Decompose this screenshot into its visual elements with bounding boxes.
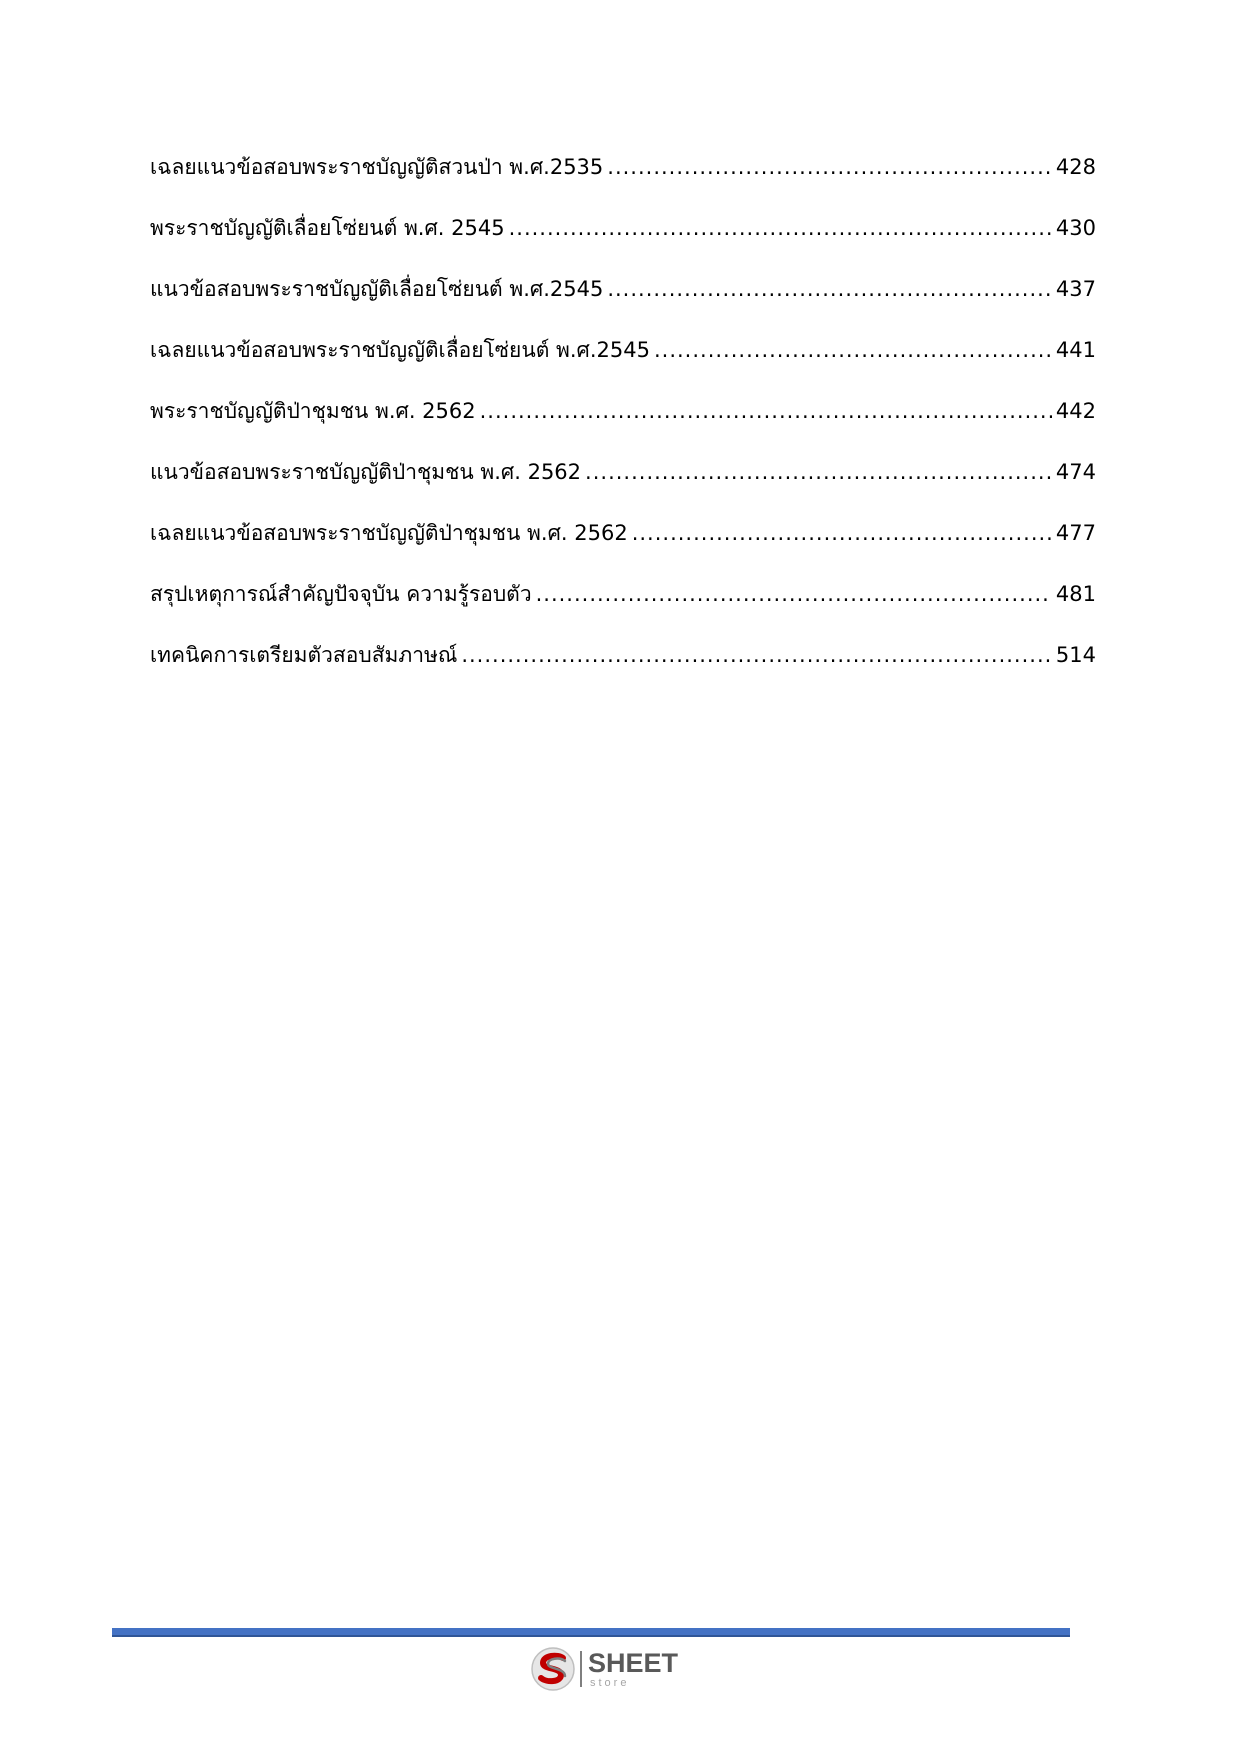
toc-entry-page: 441 <box>1055 338 1096 362</box>
toc-entry-page: 477 <box>1055 521 1096 545</box>
toc-entry-title: แนวข้อสอบพระราชบัญญัติป่าชุมชน พ.ศ. 2562 <box>150 460 582 484</box>
toc-entry-page: 437 <box>1055 277 1096 301</box>
toc-dot-leader <box>480 396 1052 426</box>
toc-entry[interactable] <box>150 274 1096 335</box>
toc-entry-page: 428 <box>1055 155 1096 179</box>
toc-entry-page: 474 <box>1055 460 1096 484</box>
logo-wordmark: SHEET <box>588 1647 679 1678</box>
toc-entry-title: แนวข้อสอบพระราชบัญญัติเลื่อยโซ่ยนต์ พ.ศ.2545 <box>150 277 604 301</box>
toc-entry-title: สรุปเหตุการณ์สำคัญปัจจุบัน ความรู้รอบตัว <box>150 582 532 606</box>
toc-dot-leader <box>509 213 1052 243</box>
toc-entry-page: 442 <box>1055 399 1096 423</box>
toc-entry-title: เฉลยแนวข้อสอบพระราชบัญญัติเลื่อยโซ่ยนต์ พ.ศ.2545 <box>150 338 650 362</box>
toc-entry[interactable] <box>150 152 1096 213</box>
toc-entry-page: 514 <box>1055 643 1096 667</box>
toc-dot-leader <box>607 274 1052 304</box>
toc-entry[interactable] <box>150 396 1096 457</box>
toc-entry[interactable] <box>150 213 1096 274</box>
toc-entry[interactable] <box>150 579 1096 640</box>
toc-entry[interactable] <box>150 518 1096 579</box>
toc-entry-page: 430 <box>1055 216 1096 240</box>
toc-entry[interactable] <box>150 335 1096 396</box>
logo-text <box>588 1647 679 1689</box>
toc-dot-leader <box>536 579 1052 609</box>
toc-dot-leader <box>585 457 1052 487</box>
toc-dot-leader <box>607 152 1052 182</box>
toc-entry-title: พระราชบัญญัติป่าชุมชน พ.ศ. 2562 <box>150 399 476 423</box>
toc-entry[interactable] <box>150 457 1096 518</box>
toc-entry[interactable] <box>150 640 1096 701</box>
toc-dot-leader <box>632 518 1052 548</box>
sheet-store-logo-icon <box>530 1646 576 1692</box>
toc-entry-title: เฉลยแนวข้อสอบพระราชบัญญัติป่าชุมชน พ.ศ. 2562 <box>150 521 628 545</box>
toc-dot-leader <box>654 335 1052 365</box>
toc-entry-title: เทคนิคการเตรียมตัวสอบสัมภาษณ์ <box>150 643 458 667</box>
toc-entry-title: พระราชบัญญัติเลื่อยโซ่ยนต์ พ.ศ. 2545 <box>150 216 505 240</box>
logo-subtitle: store <box>590 1676 630 1689</box>
table-of-contents <box>150 152 1096 701</box>
sheet-store-logo <box>530 1645 678 1693</box>
toc-entry-title: เฉลยแนวข้อสอบพระราชบัญญัติสวนป่า พ.ศ.2535 <box>150 155 604 179</box>
toc-dot-leader <box>461 640 1052 670</box>
toc-entry-page: 481 <box>1055 582 1096 606</box>
logo-divider <box>580 1651 582 1687</box>
footer-divider <box>112 1628 1070 1637</box>
